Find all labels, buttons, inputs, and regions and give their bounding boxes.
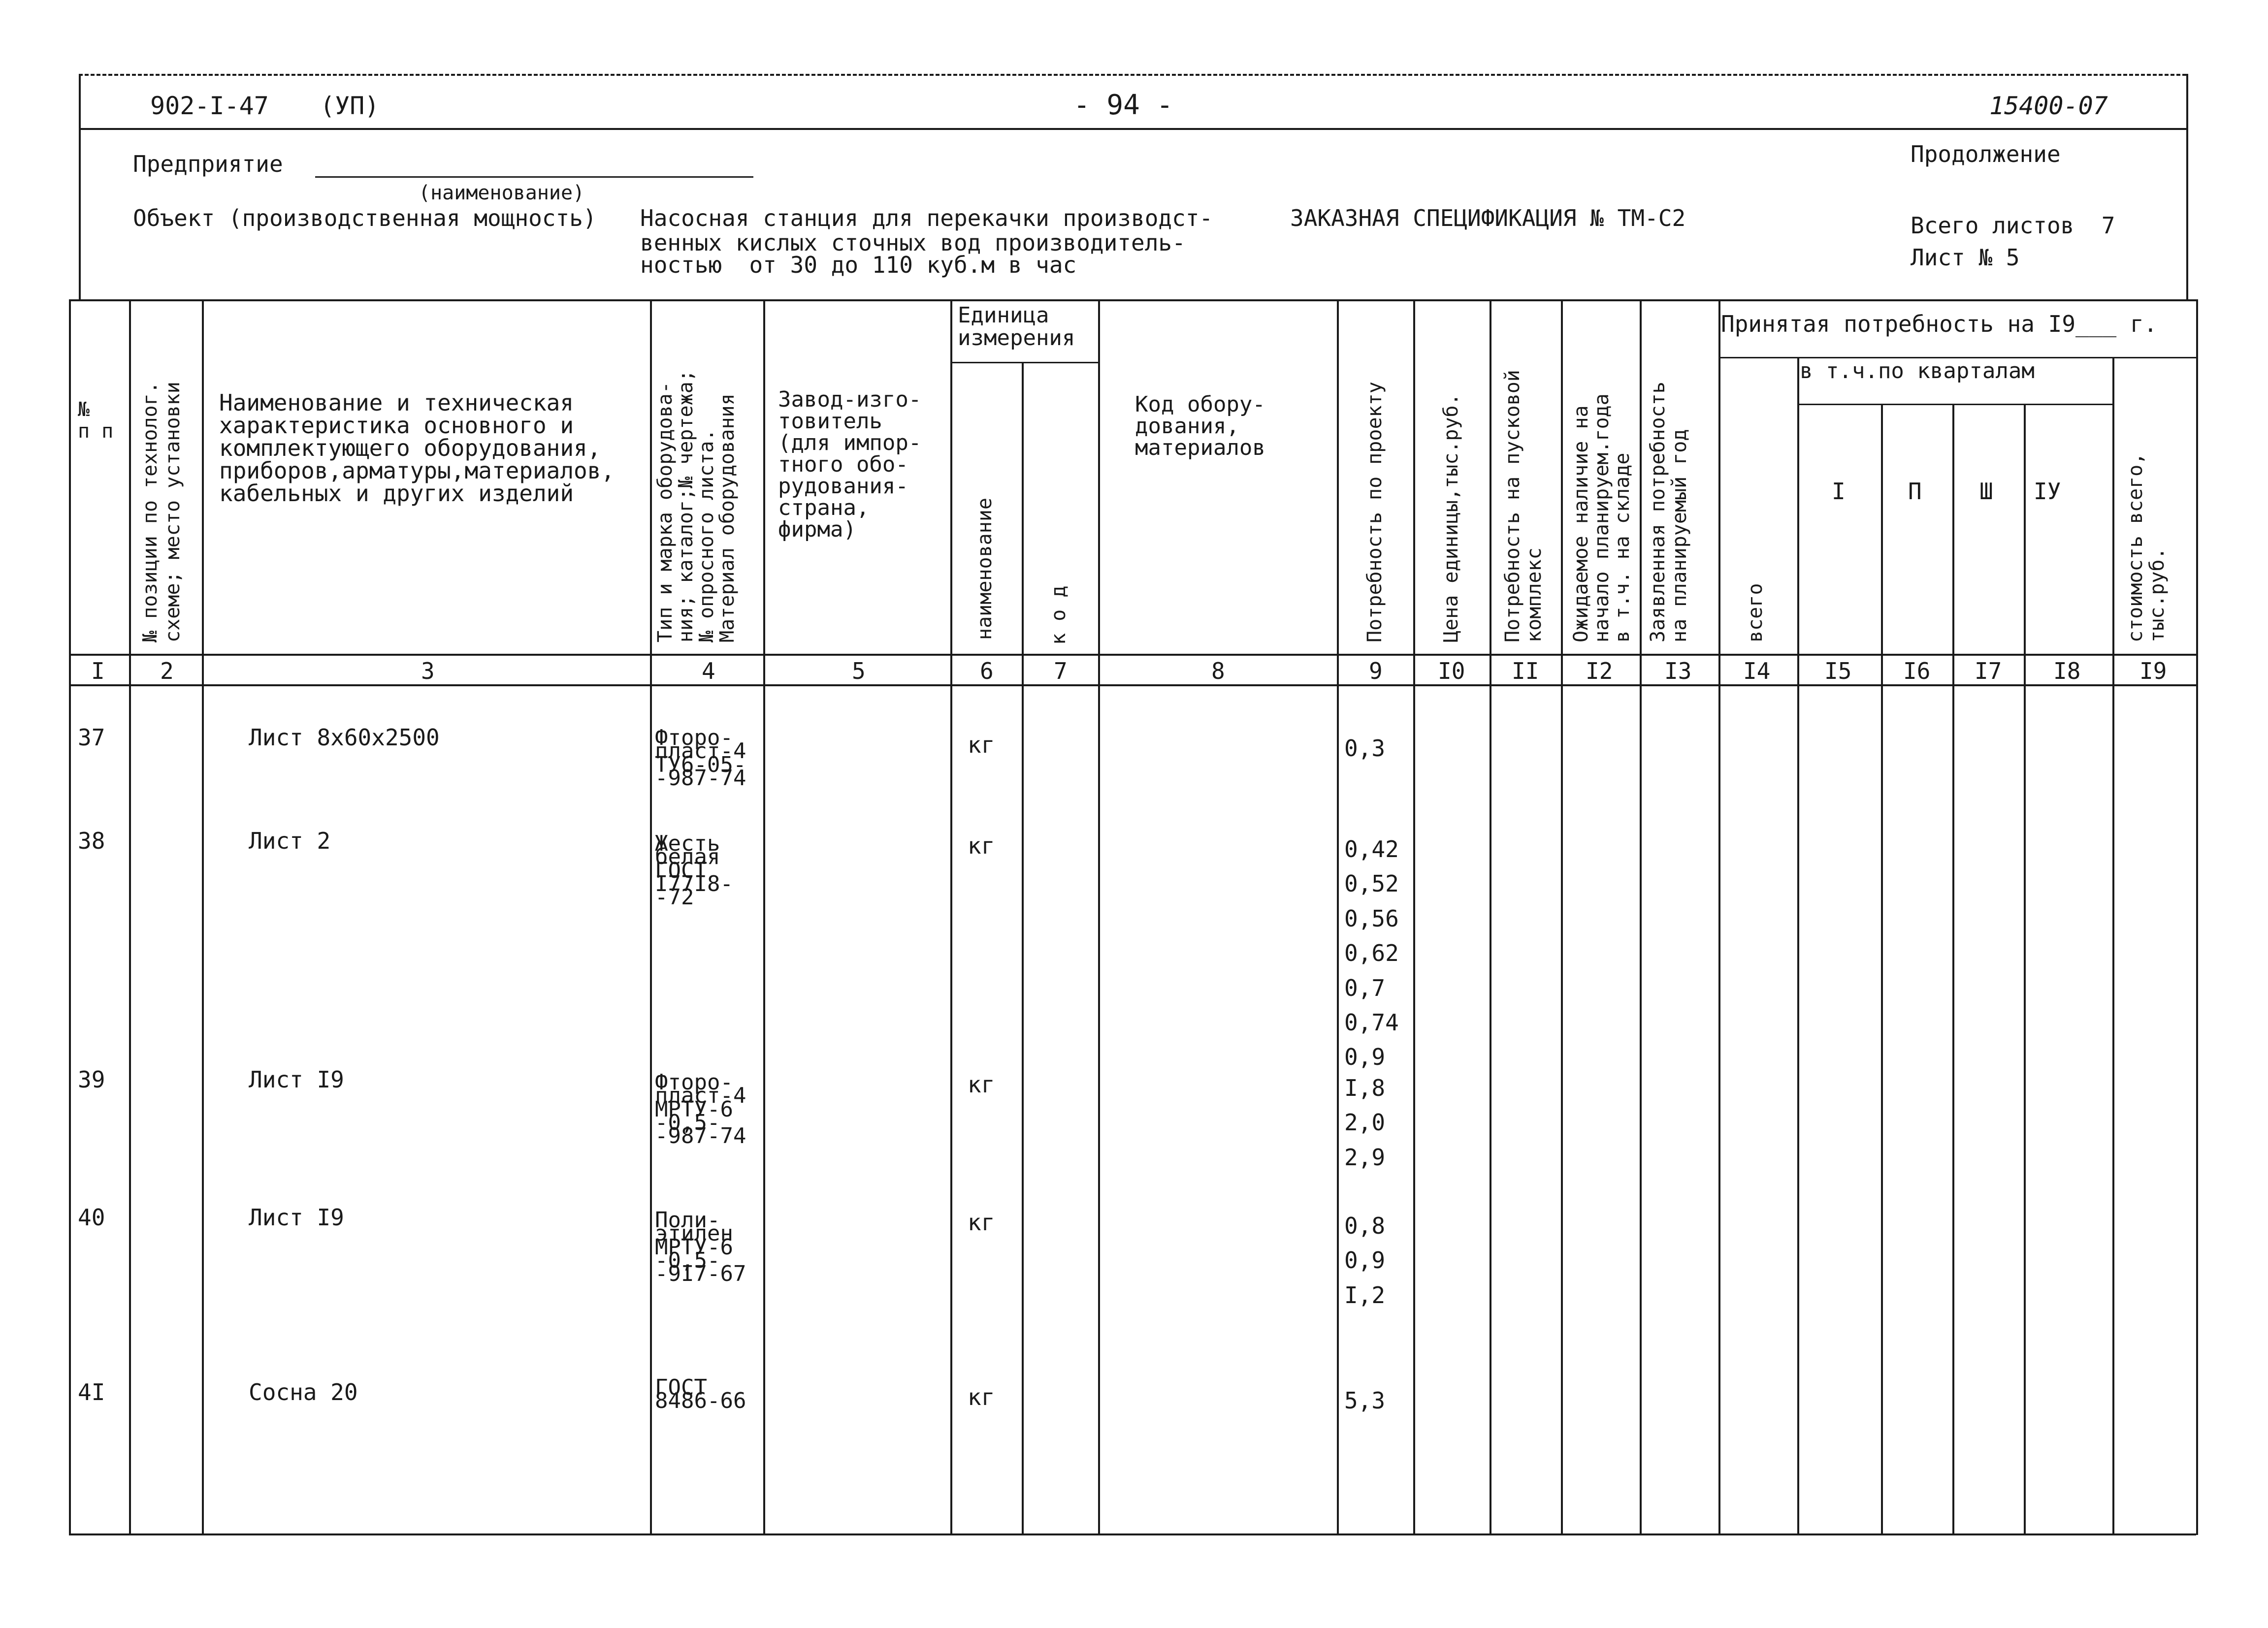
title-block-right-edge <box>2186 128 2188 300</box>
top-border-line <box>79 74 2186 76</box>
row-material: Поли- этилен МРТУ-6 -0,5- -9I7-67 <box>655 1208 746 1287</box>
col-header-unit-group: Единица измерения <box>958 303 1075 351</box>
col-number: 8 <box>1211 658 1225 684</box>
col-header-quarters-group: в т.ч.по кварталам <box>1800 358 2035 383</box>
col-border <box>129 299 131 1535</box>
col-number: I2 <box>1586 658 1613 684</box>
col-border <box>1640 299 1642 1535</box>
title-block-left-edge <box>79 128 81 300</box>
col-number: 7 <box>1054 658 1068 684</box>
row-material: Фторо- пласт-4 ТУ6-05- -987-74 <box>655 725 746 791</box>
row-quantity: 0,8 0,9 I,2 <box>1344 1213 1386 1309</box>
col-number: I4 <box>1743 658 1771 684</box>
row-item-name: Лист 8х60х2500 <box>249 724 440 751</box>
top-right-edge <box>2186 74 2188 128</box>
col-number: 9 <box>1369 658 1383 684</box>
col-header-type: Тип и марка оборудова- ния; каталог;№ чертежа; № опросного листа. Материал оборудования <box>654 370 739 642</box>
col-number: 3 <box>421 658 435 684</box>
col-border <box>1718 299 1720 1535</box>
col-border <box>1413 299 1415 1535</box>
object-line-3: ностью от 30 до 110 куб.м в час <box>640 252 1077 278</box>
col-number: 4 <box>702 658 715 684</box>
col-border <box>1952 404 1954 1535</box>
row-material: ГОСТ 8486-66 <box>655 1375 746 1414</box>
col-header-unit-name: наименование <box>973 498 996 640</box>
row-number: 4I <box>78 1379 105 1405</box>
col-border <box>763 299 765 1535</box>
col-border <box>1881 404 1883 1535</box>
col-header-startup-need: Потребность на пусковой комплекс <box>1501 370 1546 642</box>
row-material: Жесть белая ГОСТ I77I8- -72 <box>655 831 733 910</box>
total-sheets: Всего листов 7 <box>1911 212 2115 239</box>
enterprise-caption: (наименование) <box>419 182 585 204</box>
col-border <box>2112 357 2114 1535</box>
col-border <box>69 299 71 1535</box>
col-header-expected-stock: Ожидаемое наличие на начало планируем.года в т.ч. на складе <box>1570 393 1634 642</box>
row-quantity: 0,3 <box>1344 735 1386 762</box>
col-border <box>2024 404 2026 1535</box>
col-header-total: всего <box>1744 583 1767 642</box>
table-top-line <box>69 299 2196 301</box>
col-number: I6 <box>1903 658 1931 684</box>
col-header-no: № п п <box>78 398 114 443</box>
col-border <box>2196 299 2198 1535</box>
object-line-1: Насосная станция для перекачки производст- <box>640 205 1213 231</box>
row-quantity: 5,3 <box>1344 1387 1386 1414</box>
row-item-name: Лист I9 <box>249 1066 344 1093</box>
row-material: Фторо- пласт-4 МРТУ-6 -0,5- -987-74 <box>655 1070 746 1149</box>
col-number: I7 <box>1975 658 2002 684</box>
sheet-code: 15400-07 <box>1989 92 2108 120</box>
col-header-name: Наименование и техническая характеристика основного и комплектующего оборудования, приборов,арматуры,материалов, кабельных и других изделий <box>219 389 615 507</box>
col-header-unit-code: к о д <box>1047 585 1070 645</box>
object-label: Объект (производственная мощность) <box>133 205 597 231</box>
col-number: I9 <box>2139 658 2167 684</box>
row-number: 38 <box>78 828 105 854</box>
header-bottom-line <box>69 654 2196 656</box>
continuation-label: Продолжение <box>1911 141 2061 167</box>
row-unit: кг <box>968 732 995 758</box>
col-number: 6 <box>980 658 994 684</box>
col-header-position: № позиции по технолог. схеме; место установки <box>139 382 184 642</box>
title-block-top-line <box>79 128 2186 130</box>
col-number: II <box>1512 658 1539 684</box>
col-number: I8 <box>2053 658 2081 684</box>
col-header-declared-need: Заявленная потребность на планируемый год <box>1647 382 1691 642</box>
sheet-number: Лист № 5 <box>1911 244 2020 271</box>
row-quantity: 0,42 0,52 0,56 0,62 0,7 0,74 0,9 <box>1344 836 1399 1071</box>
quarters-group-line <box>1797 404 2112 405</box>
doc-code: 902-I-47 <box>150 92 269 120</box>
spec-title: ЗАКАЗНАЯ СПЕЦИФИКАЦИЯ № ТМ-С2 <box>1290 205 1686 231</box>
top-left-edge <box>79 74 81 128</box>
enterprise-label: Предприятие <box>133 151 283 177</box>
enterprise-underline <box>315 176 753 178</box>
col-number: I3 <box>1664 658 1692 684</box>
row-item-name: Лист I9 <box>249 1204 344 1231</box>
row-number: 40 <box>78 1204 105 1231</box>
row-number: 39 <box>78 1066 105 1093</box>
col-header-equipment-code: Код обору- дования, материалов <box>1135 392 1265 460</box>
table-bottom-line <box>69 1533 2196 1535</box>
page-number: - 94 - <box>1073 89 1173 121</box>
col-header-unit-price: Цена единицы,тыс.руб. <box>1440 393 1462 642</box>
unit-group-line <box>950 362 1098 363</box>
col-border <box>950 299 952 1535</box>
col-header-q1: I <box>1832 478 1846 505</box>
col-border <box>1337 299 1339 1535</box>
row-unit: кг <box>968 1071 995 1098</box>
col-number: I0 <box>1438 658 1465 684</box>
row-item-name: Сосна 20 <box>249 1379 358 1405</box>
col-border <box>1490 299 1491 1535</box>
col-border <box>1561 299 1563 1535</box>
col-border <box>202 299 204 1535</box>
col-header-q3: Ш <box>1979 478 1993 505</box>
col-numbers-bottom-line <box>69 684 2196 686</box>
col-border <box>1098 299 1100 1535</box>
row-unit: кг <box>968 1384 995 1410</box>
col-number: 2 <box>160 658 174 684</box>
col-border <box>1022 362 1024 1535</box>
col-header-accepted-group: Принятая потребность на I9___ г. <box>1721 311 2158 337</box>
col-header-manufacturer: Завод-изго- товитель (для импор- тного обо- рудования- страна, фирма) <box>778 387 922 542</box>
col-number: 5 <box>852 658 866 684</box>
row-item-name: Лист 2 <box>249 828 331 854</box>
col-border <box>1797 357 1799 1535</box>
col-number: I <box>91 658 105 684</box>
album-code: (УП) <box>320 92 380 120</box>
col-header-q2: П <box>1908 478 1922 505</box>
row-unit: кг <box>968 1209 995 1236</box>
col-number: I5 <box>1824 658 1852 684</box>
col-header-q4: IУ <box>2034 478 2061 505</box>
col-border <box>650 299 652 1535</box>
col-header-project-need: Потребность по проекту <box>1363 382 1386 642</box>
col-header-cost: стоимость всего, тыс.руб. <box>2124 452 2169 642</box>
row-quantity: I,8 2,0 2,9 <box>1344 1075 1386 1171</box>
row-number: 37 <box>78 724 105 751</box>
object-line-2: венных кислых сточных вод производитель- <box>640 229 1186 256</box>
row-unit: кг <box>968 832 995 859</box>
